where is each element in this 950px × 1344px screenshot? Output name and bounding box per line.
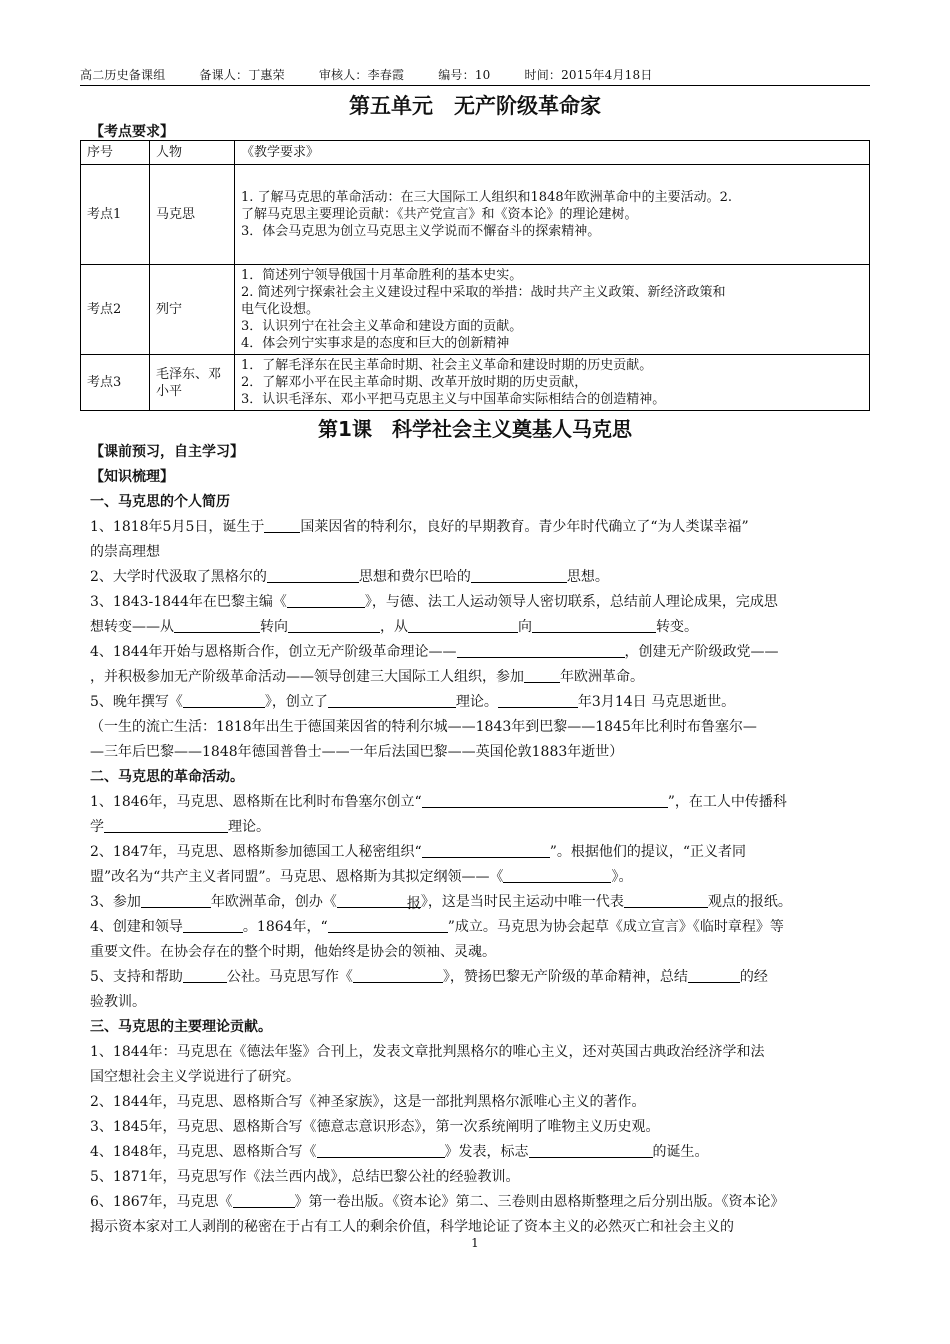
header-cell-requirements: 《教学要求》 <box>235 141 870 165</box>
header-preparer: 备课人：丁惠荣 <box>199 68 285 82</box>
blank-field[interactable] <box>422 792 668 808</box>
page-number: 1 <box>471 1236 479 1250</box>
text: 思想。 <box>566 569 609 585</box>
question-line <box>90 540 870 565</box>
row-no: 考点2 <box>81 265 150 355</box>
question-line <box>90 640 870 665</box>
question-line: 1、1844年：马克思在《德法年鉴》合刊上，发表文章批判黑格尔的唯心主义，还对英国古典政治经济学和法 <box>90 1044 765 1060</box>
question-line <box>90 1140 870 1165</box>
blank-field[interactable] <box>529 1142 653 1158</box>
text: 5、支持和帮助 <box>90 969 183 985</box>
blank-field[interactable] <box>471 567 567 583</box>
requirement-line: 3．认识毛泽东、邓小平把马克思主义与中国革命实际相结合的创造精神。 <box>241 392 666 407</box>
text: 》，创立了 <box>264 694 328 710</box>
text: 国莱因省的特利尔，良好的早期教育。青少年时代确立了“为人类谋幸福” <box>300 519 749 535</box>
question-line <box>90 890 870 915</box>
question-line <box>90 990 870 1015</box>
question-line <box>90 615 870 640</box>
text: 的诞生。 <box>652 1144 709 1160</box>
blank-field[interactable] <box>408 617 518 633</box>
question-line: 5、1871年，马克思写作《法兰西内战》，总结巴黎公社的经验教训。 <box>90 1169 520 1185</box>
text: 报 <box>406 896 421 912</box>
text: 年欧洲革命，创办《 <box>210 894 337 910</box>
lesson-title: 第1课 科学社会主义奠基人马克思 <box>318 417 632 441</box>
table-row <box>81 355 870 411</box>
text: 理论。 <box>455 694 498 710</box>
row-requirements <box>235 355 870 411</box>
text: 重要文件。在协会存在的整个时期，他始终是协会的领袖、灵魂。 <box>90 944 496 960</box>
blank-field[interactable] <box>524 667 560 683</box>
question-line: 揭示资本家对工人剥削的秘密在于占有工人的剩余价值，科学地论证了资本主义的必然灭亡和社会主义的 <box>90 1219 734 1235</box>
header-number: 编号：10 <box>438 68 491 82</box>
blank-field[interactable] <box>457 642 625 658</box>
table-header-row <box>81 141 870 165</box>
row-requirements <box>235 165 870 265</box>
question-line <box>90 940 870 965</box>
question-line <box>90 790 870 815</box>
text: 4、创建和领导 <box>90 919 183 935</box>
text: 3、参加 <box>90 894 141 910</box>
row-person: 列宁 <box>150 265 235 355</box>
question-line: 国空想社会主义学说进行了研究。 <box>90 1069 300 1085</box>
blank-field[interactable] <box>498 692 578 708</box>
blank-field[interactable] <box>337 892 421 912</box>
text: 年欧洲革命。 <box>560 669 644 685</box>
note-line: （一生的流亡生活：1818年出生于德国莱因省的特利尔城——1843年到巴黎——1845年比利时布鲁塞尔— <box>90 719 757 735</box>
blank-field[interactable] <box>503 867 611 883</box>
requirement-line: 2．了解邓小平在民主革命时期、改革开放时期的历史贡献， <box>241 375 588 390</box>
question-line <box>90 865 870 890</box>
blank-field[interactable] <box>317 1142 445 1158</box>
text: 1、1818年5月5日，诞生于 <box>90 519 265 535</box>
row-person: 毛泽东、邓小平 <box>150 355 235 411</box>
row-requirements <box>235 265 870 355</box>
text: ，从 <box>380 619 408 635</box>
text: 6、1867年，马克思《 <box>90 1194 233 1210</box>
question-line <box>90 690 870 715</box>
note-line: —三年后巴黎——1848年德国普鲁士——一年后法国巴黎——英国伦敦1883年逝世） <box>90 744 624 760</box>
blank-field[interactable] <box>688 967 740 983</box>
text: 年3月14日 马克思逝世。 <box>577 694 736 710</box>
requirements-label: 【考点要求】 <box>90 124 174 140</box>
header-cell-no: 序号 <box>81 141 150 165</box>
blank-field[interactable] <box>183 967 227 983</box>
blank-field[interactable] <box>141 892 211 908</box>
text: 向 <box>518 619 532 635</box>
requirement-line: 了解马克思主要理论贡献：《共产党宣言》和《资本论》的理论建树。 <box>241 207 638 222</box>
section-title: 一、马克思的个人简历 <box>90 494 230 510</box>
question-line <box>90 815 870 840</box>
blank-field[interactable] <box>104 817 228 833</box>
requirement-line: 1. 了解马克思的革命活动：在三大国际工人组织和1848年欧洲革命中的主要活动。2. <box>241 190 733 205</box>
blank-field[interactable] <box>287 592 365 608</box>
text: ”。根据他们的提议，“正义者同 <box>549 844 747 860</box>
text: ，创建无产阶级政党—— <box>624 644 779 660</box>
row-no: 考点1 <box>81 165 150 265</box>
text: 思想和费尔巴哈的 <box>358 569 471 585</box>
question-line: 3、1845年，马克思、恩格斯合写《德意志意识形态》，第一次系统阐明了唯物主义历史观。 <box>90 1119 660 1135</box>
text: 》，这是当时民主运动中唯一代表 <box>420 894 624 910</box>
question-line <box>90 515 870 540</box>
blank-field[interactable] <box>328 917 448 933</box>
text: 2、大学时代汲取了黑格尔的 <box>90 569 267 585</box>
question-line <box>90 965 870 990</box>
text: 想转变——从 <box>90 619 174 635</box>
header-date: 时间：2015年4月18日 <box>524 68 653 82</box>
table-row <box>81 265 870 355</box>
question-line <box>90 915 870 940</box>
text: 》。 <box>611 869 633 885</box>
preview-label: 【课前预习，自主学习】 <box>90 444 244 460</box>
text: 盟”改名为“共产主义者同盟”。马克思、恩格斯为其拟定纲领——《 <box>90 869 504 885</box>
question-line <box>90 590 870 615</box>
text: 》发表，标志 <box>444 1144 529 1160</box>
text: 》第一卷出版。《资本论》第二、三卷则由恩格斯整理之后分别出版。《资本论》 <box>294 1194 785 1210</box>
question-line <box>90 840 870 865</box>
text: 3、1843-1844年在巴黎主编《 <box>90 594 287 610</box>
question-line: 2、1844年，马克思、恩格斯合写《神圣家族》，这是一部批判黑格尔派唯心主义的著作。 <box>90 1094 646 1110</box>
row-person: 马克思 <box>150 165 235 265</box>
worksheet-body <box>90 440 870 1240</box>
header-group: 高二历史备课组 <box>80 68 166 82</box>
header-reviewer: 审核人：李春霞 <box>318 68 405 82</box>
blank-field[interactable] <box>624 892 708 908</box>
blank-field[interactable] <box>183 692 265 708</box>
blank-field[interactable] <box>422 842 550 858</box>
text: 5、晚年撰写《 <box>90 694 183 710</box>
text: ”，在工人中传播科 <box>667 794 787 810</box>
text: 。1864年，“ <box>242 919 328 935</box>
text: ，并积极参加无产阶级革命活动——领导创建三大国际工人组织，参加 <box>90 669 524 685</box>
requirement-line: 1．简述列宁领导俄国十月革命胜利的基本史实。 <box>241 268 523 283</box>
text: 公社。马克思写作《 <box>226 969 353 985</box>
unit-title: 第五单元 无产阶级革命家 <box>349 94 601 118</box>
table-row <box>81 165 870 265</box>
row-no: 考点3 <box>81 355 150 411</box>
text: 4、1848年，马克思、恩格斯合写《 <box>90 1144 317 1160</box>
text: 验教训。 <box>90 994 146 1010</box>
requirement-line: 1．了解毛泽东在民主革命时期、社会主义革命和建设时期的历史贡献。 <box>241 358 653 373</box>
text: 转变。 <box>656 619 698 635</box>
requirement-line: 电气化设想。 <box>241 302 320 317</box>
blank-field[interactable] <box>353 967 443 983</box>
requirement-line: 3．认识列宁在社会主义革命和建设方面的贡献。 <box>241 319 523 334</box>
question-line <box>90 1190 870 1215</box>
text: 2、1847年，马克思、恩格斯参加德国工人秘密组织“ <box>90 844 422 860</box>
text: 的崇高理想 <box>90 544 160 560</box>
text: 的经 <box>739 969 768 985</box>
text: ”成立。马克思为协会起草《成立宣言》《临时章程》等 <box>447 919 784 935</box>
text: 4、1844年开始与恩格斯合作，创立无产阶级革命理论—— <box>90 644 457 660</box>
text: 观点的报纸。 <box>707 894 792 910</box>
blank-field[interactable] <box>183 917 243 933</box>
requirement-line: 2. 简述列宁探索社会主义建设过程中采取的举措：战时共产主义政策、新经济政策和 <box>241 285 726 300</box>
blank-field[interactable] <box>328 692 456 708</box>
blank-field[interactable] <box>233 1192 295 1208</box>
text: 》，赞扬巴黎无产阶级的革命精神，总结 <box>442 969 688 985</box>
blank-field[interactable] <box>267 567 359 583</box>
text: 理论。 <box>228 819 270 835</box>
section-title: 三、马克思的主要理论贡献。 <box>90 1019 272 1035</box>
question-line <box>90 665 870 690</box>
text: 转向 <box>260 619 288 635</box>
section-title: 二、马克思的革命活动。 <box>90 769 244 785</box>
blank-field[interactable] <box>532 617 656 633</box>
requirements-table <box>80 140 870 411</box>
text: 》，与德、法工人运动领导人密切联系，总结前人理论成果，完成思 <box>364 594 778 610</box>
blank-field[interactable] <box>174 617 260 633</box>
requirement-line: 3．体会马克思为创立马克思主义学说而不懈奋斗的探索精神。 <box>241 224 601 239</box>
page-header <box>80 66 870 86</box>
requirement-line: 4．体会列宁实事求是的态度和巨大的创新精神 <box>241 336 510 351</box>
text: 学 <box>90 819 104 835</box>
knowledge-label: 【知识梳理】 <box>90 469 174 485</box>
blank-field[interactable] <box>288 617 380 633</box>
text: 1、1846年，马克思、恩格斯在比利时布鲁塞尔创立“ <box>90 794 422 810</box>
blank-field[interactable] <box>264 517 300 533</box>
header-cell-person: 人物 <box>150 141 235 165</box>
question-line <box>90 565 870 590</box>
